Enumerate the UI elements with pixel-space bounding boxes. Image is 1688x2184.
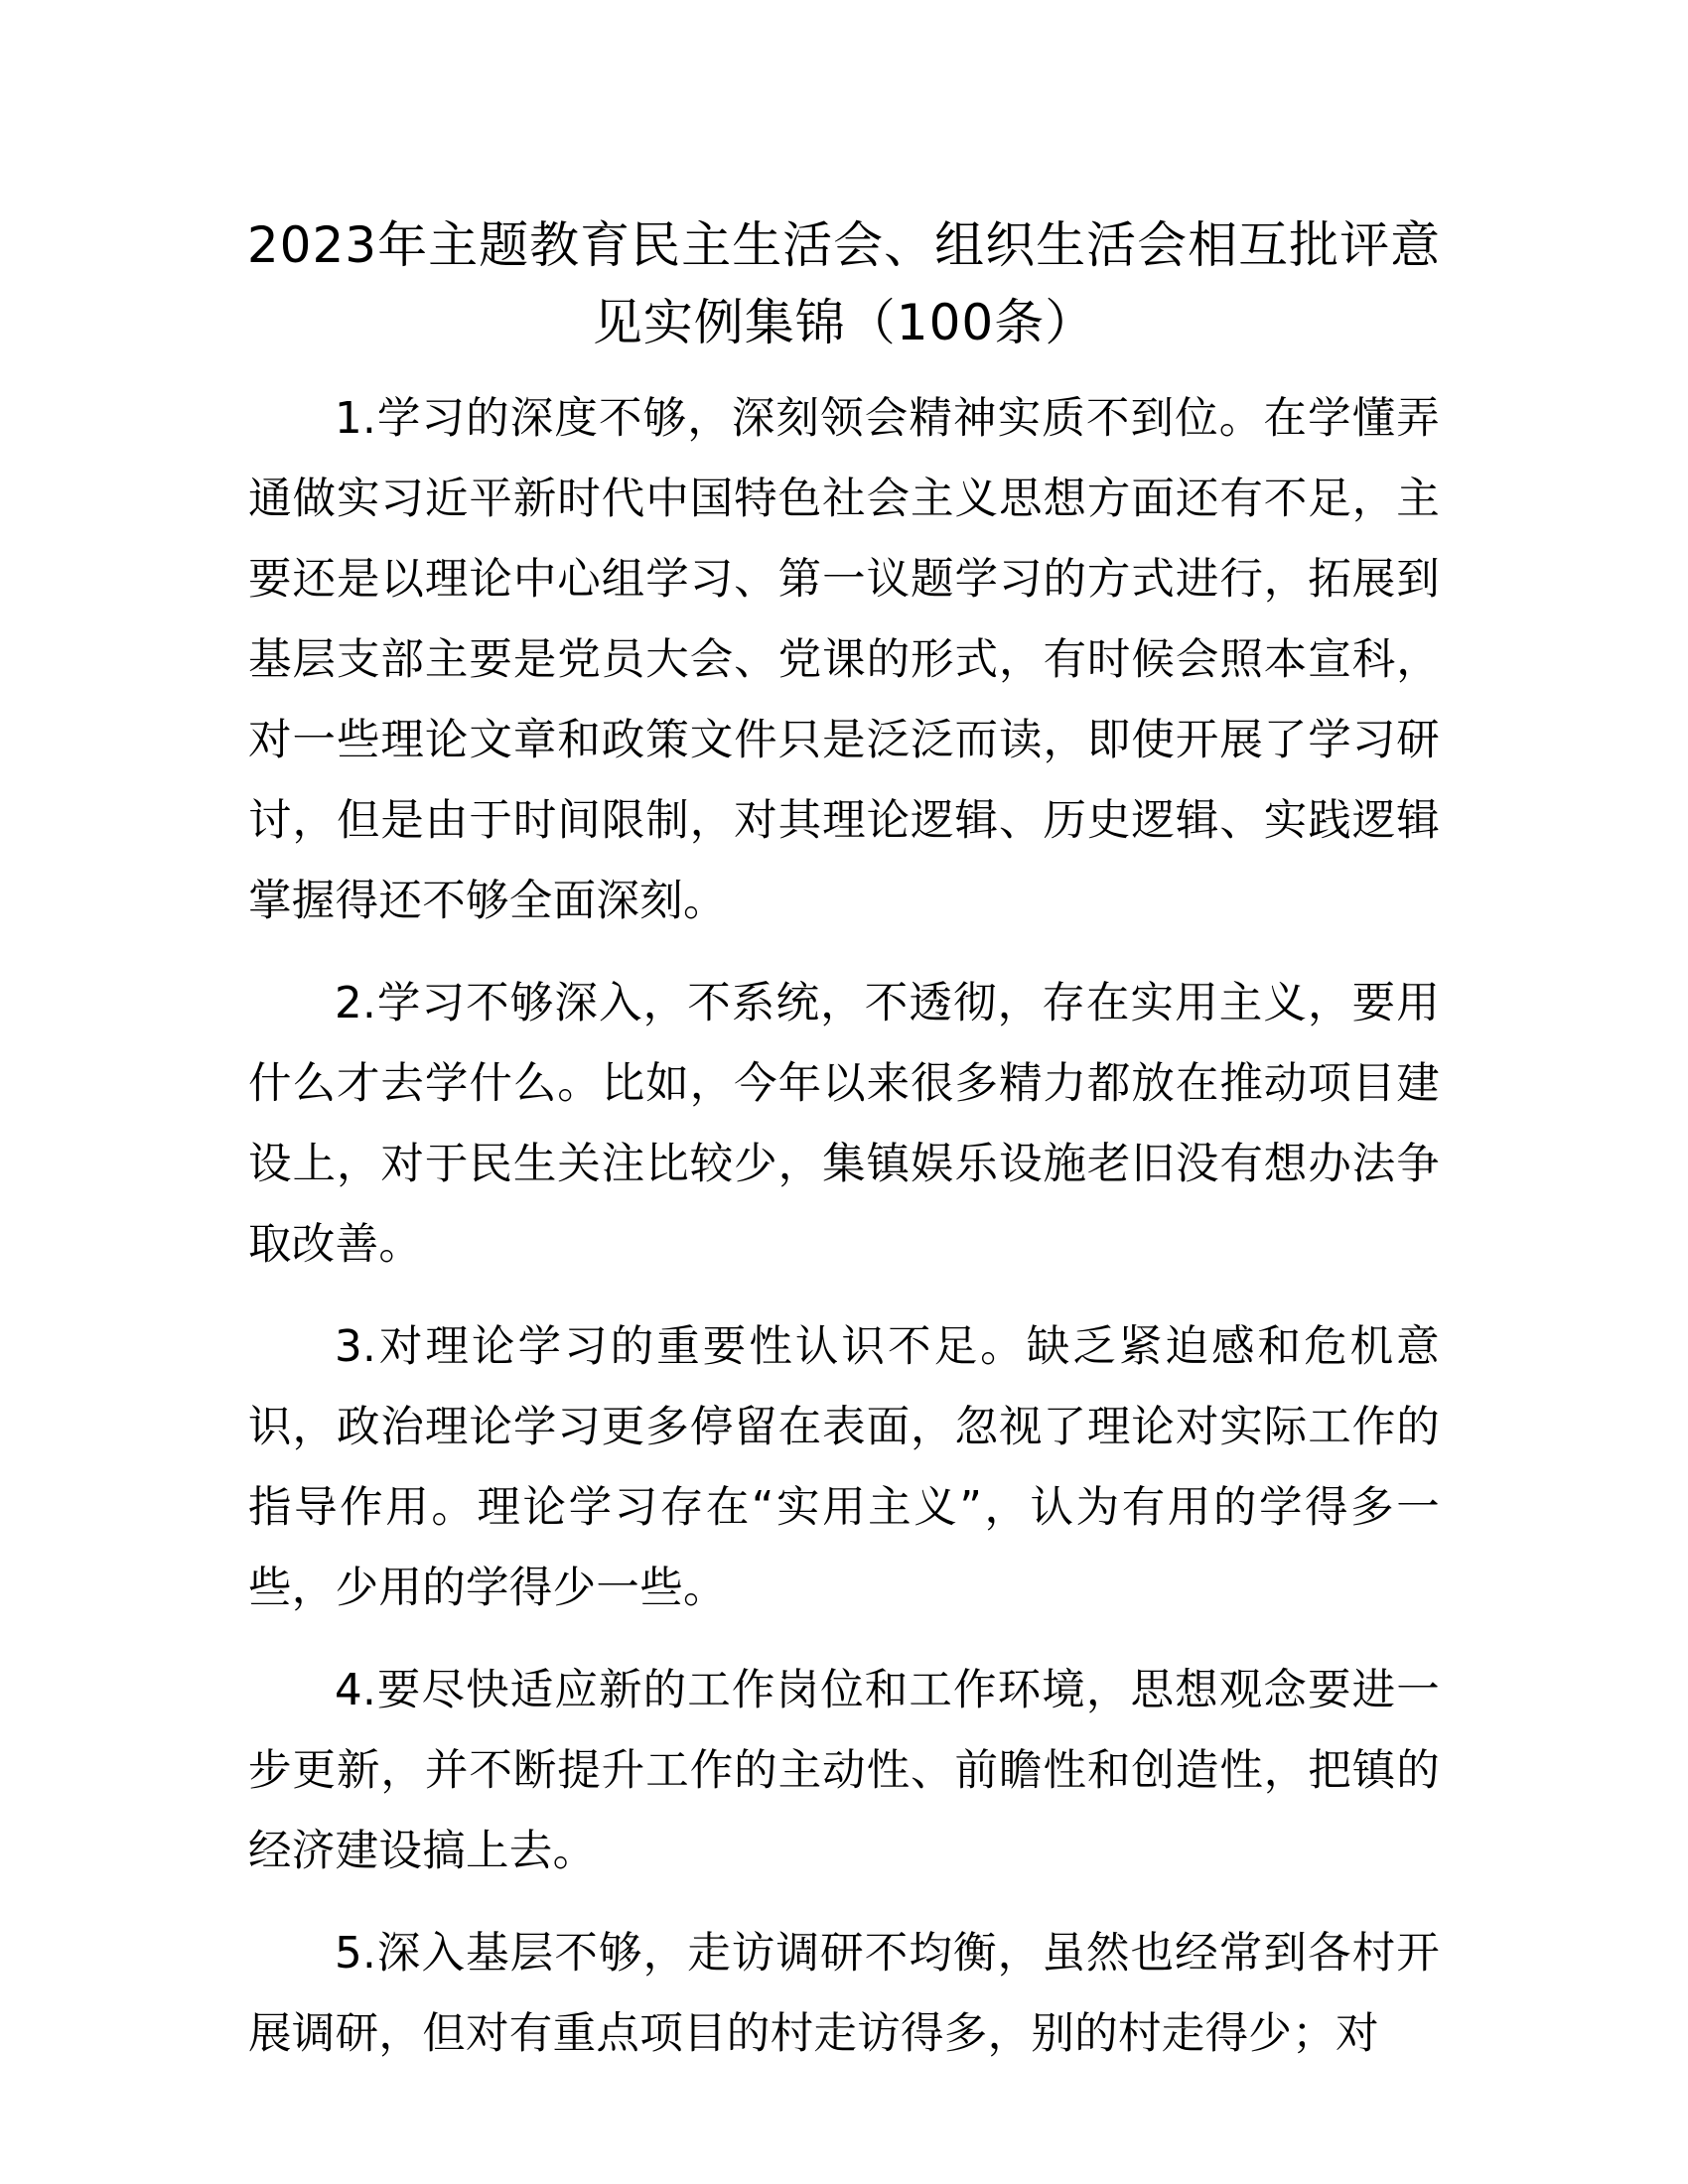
paragraph-4: 4.要尽快适应新的工作岗位和工作环境，思想观念要进一步更新，并不断提升工作的主动性、前瞻性和创造性，把镇的经济建设搞上去。 [248,1666,1440,1876]
paragraph-3: 3.对理论学习的重要性认识不足。缺乏紧迫感和危机意识，政治理论学习更多停留在表面，忽视了理论对实际工作的指导作用。理论学习存在“实用主义”，认为有用的学得多一些，少用的学得少一些。 [248,1322,1440,1613]
paragraph-5: 5.深入基层不够，走访调研不均衡，虽然也经常到各村开展调研，但对有重点项目的村走访得多，别的村走得少；对 [248,1929,1440,2059]
document-title: 2023年主题教育民主生活会、组织生活会相互批评意见实例集锦（100条） [246,216,1442,351]
paragraph-1: 1.学习的深度不够，深刻领会精神实质不到位。在学懂弄通做实习近平新时代中国特色社会主义思想方面还有不足，主要还是以理论中心组学习、第一议题学习的方式进行，拓展到基层支部主要是党员大会、党课的形式，有时候会照本宣科，对一些理论文章和政策文件只是泛泛而读，即使开展了学习研讨，但是由于时间限制，对其理论逻辑、历史逻辑、实践逻辑掌握得还不够全面深刻。 [248,394,1440,926]
document-body [248,379,1440,2097]
paragraph-2: 2.学习不够深入，不系统，不透彻，存在实用主义，要用什么才去学什么。比如，今年以来很多精力都放在推动项目建设上，对于民生关注比较少，集镇娱乐设施老旧没有想办法争取改善。 [248,979,1440,1270]
